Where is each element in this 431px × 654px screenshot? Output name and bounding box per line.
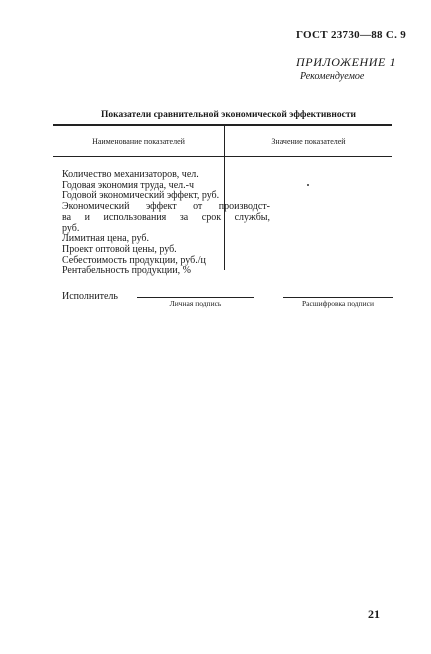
standard-code: ГОСТ 23730—88 С. 9 (296, 29, 407, 41)
table-row: Лимитная цена, руб. (62, 233, 149, 245)
column-header-value: Значение показателей (271, 137, 346, 146)
table-top-rule (53, 124, 392, 126)
table-row: Себестоимость продукции, руб./ц (62, 254, 206, 266)
executor-label: Исполнитель (62, 291, 118, 302)
table-row: руб. (62, 222, 80, 234)
table-row: Проект оптовой цены, руб. (62, 243, 177, 255)
appendix-status: Рекомендуемое (300, 71, 365, 82)
table-row: ва и использования за срок службы, (62, 211, 270, 223)
signature-line (137, 297, 254, 298)
table-title: Показатели сравнительной экономической эффективности (100, 110, 357, 120)
column-header-name: Наименование показателей (92, 137, 185, 146)
decryption-caption: Расшифровка подписи (302, 299, 374, 308)
table-row: Годовой экономический эффект, руб. (62, 190, 220, 202)
indicator-list (62, 170, 270, 277)
table-row: Рентабельность продукции, % (62, 265, 191, 277)
table-row: Годовая экономия труда, чел.-ч (62, 179, 194, 191)
appendix-label: ПРИЛОЖЕНИЕ 1 (296, 55, 397, 69)
table-row: Экономический эффект от производст- (62, 201, 270, 213)
signature-caption: Личная подпись (169, 299, 222, 308)
decryption-line (283, 297, 393, 298)
table-header-rule (53, 156, 392, 157)
table-row: Количество механизаторов, чел. (62, 169, 199, 180)
page-number: 21 (368, 607, 380, 621)
speck-mark (307, 184, 309, 186)
